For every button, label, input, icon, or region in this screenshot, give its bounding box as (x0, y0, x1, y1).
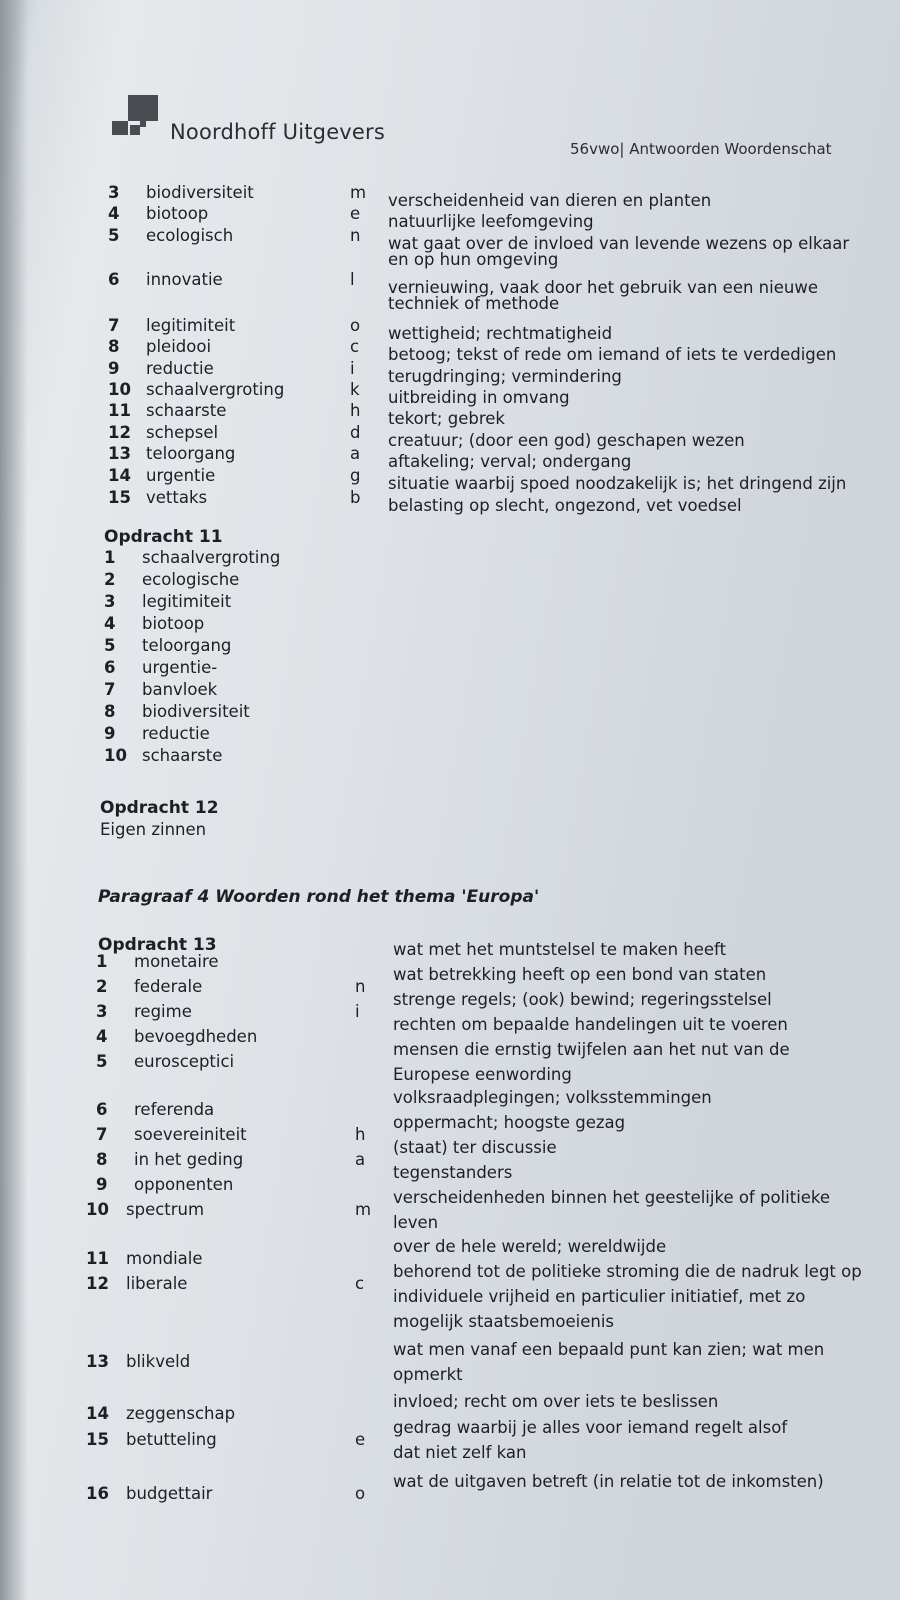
term: schaarste (146, 401, 227, 420)
term: opponenten (134, 1175, 234, 1194)
item-number: 15 (108, 488, 131, 507)
definition: tegenstanders (393, 1163, 513, 1182)
definition: wat de uitgaven betreft (in relatie tot de inkomsten) (393, 1472, 824, 1491)
match-letter: m (350, 183, 367, 202)
term: regime (134, 1002, 192, 1021)
answer-word: biotoop (142, 614, 205, 633)
word-list-row (0, 226, 900, 253)
term-row (0, 1188, 900, 1220)
item-number: 13 (86, 1352, 109, 1371)
match-letter: e (350, 204, 361, 223)
word-list-row (0, 466, 900, 493)
item-number: 10 (86, 1200, 109, 1219)
definition: verscheidenheden binnen het geestelijke of politieke (393, 1188, 831, 1207)
paragraaf-heading: Paragraaf 4 Woorden rond het thema 'Europa' (98, 887, 540, 907)
item-number: 9 (108, 359, 120, 378)
item-number: 1 (104, 548, 116, 567)
term: eurosceptici (134, 1052, 235, 1071)
match-letter: b (350, 488, 361, 507)
item-number: 9 (96, 1175, 108, 1194)
item-number: 11 (86, 1249, 109, 1268)
item-number: 8 (108, 337, 120, 356)
answer-word: schaalvergroting (142, 548, 281, 567)
definition: behorend tot de politieke stroming die de nadruk legt op (393, 1262, 862, 1281)
opdracht-12-text: Eigen zinnen (100, 820, 207, 839)
definition: wat men vanaf een bepaald punt kan zien; wat men (393, 1340, 825, 1359)
definition: belasting op slecht, ongezond, vet voedsel (388, 496, 742, 515)
match-letter: c (350, 337, 360, 356)
item-number: 3 (108, 183, 120, 202)
document-title: 56vwo| Antwoorden Woordenschat (570, 140, 832, 158)
definition: uitbreiding in omvang (388, 388, 570, 407)
item-number: 5 (108, 226, 120, 245)
term: liberale (126, 1274, 188, 1293)
definition: opmerkt (393, 1365, 463, 1384)
definition: vernieuwing, vaak door het gebruik van een nieuwe (388, 278, 818, 297)
item-number: 13 (108, 444, 131, 463)
definition: individuele vrijheid en particulier initiatief, met zo (393, 1287, 806, 1306)
item-number: 16 (86, 1484, 109, 1503)
match-letter: c (355, 1274, 365, 1293)
word-list-row (0, 294, 900, 314)
term: vettaks (146, 488, 208, 507)
item-number: 6 (104, 658, 116, 677)
term: soevereiniteit (134, 1125, 247, 1144)
term: pleidooi (146, 337, 212, 356)
match-letter: d (350, 423, 361, 442)
word-list-row (0, 337, 900, 364)
answer-row (0, 724, 400, 744)
definition: strenge regels; (ook) bewind; regeringsstelsel (393, 990, 772, 1009)
item-number: 8 (96, 1150, 108, 1169)
answer-row (0, 702, 400, 722)
answer-row (0, 658, 400, 678)
definition: wat met het muntstelsel te maken heeft (393, 940, 727, 959)
definition: aftakeling; verval; ondergang (388, 452, 632, 471)
answer-word: ecologische (142, 570, 240, 589)
answer-word: schaarste (142, 746, 223, 765)
item-number: 2 (104, 570, 116, 589)
item-number: 12 (86, 1274, 109, 1293)
definition: creatuur; (door een god) geschapen wezen (388, 431, 745, 450)
term: federale (134, 977, 203, 996)
definition: wat betrekking heeft op een bond van staten (393, 965, 767, 984)
definition: invloed; recht om over iets te beslissen (393, 1392, 719, 1411)
item-number: 3 (104, 592, 116, 611)
term: biodiversiteit (146, 183, 254, 202)
definition: mogelijk staatsbemoeienis (393, 1312, 615, 1331)
definition: natuurlijke leefomgeving (388, 212, 594, 231)
match-letter: o (355, 1484, 366, 1503)
match-letter: n (355, 977, 366, 996)
definition: verscheidenheid van dieren en planten (388, 191, 712, 210)
word-list-row (0, 444, 900, 471)
definition: rechten om bepaalde handelingen uit te voeren (393, 1015, 788, 1034)
item-number: 14 (108, 466, 131, 485)
answer-row (0, 614, 400, 634)
match-letter: g (350, 466, 361, 485)
definition: tekort; gebrek (388, 409, 505, 428)
definition: oppermacht; hoogste gezag (393, 1113, 626, 1132)
item-number: 5 (104, 636, 116, 655)
match-letter: k (350, 380, 360, 399)
item-number: 11 (108, 401, 131, 420)
definition: dat niet zelf kan (393, 1443, 527, 1462)
item-number: 1 (96, 952, 108, 971)
word-list-row (0, 316, 900, 343)
item-number: 15 (86, 1430, 109, 1449)
term: betutteling (126, 1430, 217, 1449)
answer-word: urgentie- (142, 658, 218, 677)
answer-row (0, 746, 400, 766)
term: biotoop (146, 204, 209, 223)
term: zeggenschap (126, 1404, 236, 1423)
item-number: 2 (96, 977, 108, 996)
item-number: 12 (108, 423, 131, 442)
match-letter: e (355, 1430, 366, 1449)
definition: wettigheid; rechtmatigheid (388, 324, 613, 343)
opdracht-12-heading: Opdracht 12 (100, 798, 219, 818)
opdracht-11-heading: Opdracht 11 (104, 527, 223, 547)
definition: Europese eenwording (393, 1065, 572, 1084)
word-list-row (0, 270, 900, 297)
definition: betoog; tekst of rede om iemand of iets te verdedigen (388, 345, 837, 364)
item-number: 5 (96, 1052, 108, 1071)
item-number: 10 (104, 746, 127, 765)
item-number: 9 (104, 724, 116, 743)
item-number: 7 (104, 680, 116, 699)
answer-word: banvloek (142, 680, 218, 699)
word-list-row (0, 380, 900, 407)
item-number: 4 (108, 204, 120, 223)
item-number: 4 (104, 614, 116, 633)
definition: volksraadplegingen; volksstemmingen (393, 1088, 712, 1107)
match-letter: n (350, 226, 361, 245)
definition: terugdringing; vermindering (388, 367, 622, 386)
match-letter: i (355, 1002, 360, 1021)
term: bevoegdheden (134, 1027, 258, 1046)
word-list-row (0, 183, 900, 210)
answer-row (0, 570, 400, 590)
term: blikveld (126, 1352, 191, 1371)
definition: mensen die ernstig twijfelen aan het nut van de (393, 1040, 790, 1059)
answer-row (0, 592, 400, 612)
brand-name: Noordhoff Uitgevers (170, 120, 386, 144)
definition: leven (393, 1213, 439, 1232)
match-letter: a (350, 444, 361, 463)
item-number: 14 (86, 1404, 109, 1423)
word-list-row (0, 488, 900, 515)
definition: situatie waarbij spoed noodzakelijk is; het dringend zijn (388, 474, 847, 493)
word-list-row (0, 423, 900, 450)
term: teloorgang (146, 444, 236, 463)
answer-word: teloorgang (142, 636, 232, 655)
term: urgentie (146, 466, 216, 485)
match-letter: a (355, 1150, 366, 1169)
answer-word: biodiversiteit (142, 702, 250, 721)
item-number: 3 (96, 1002, 108, 1021)
item-number: 4 (96, 1027, 108, 1046)
match-letter: h (355, 1125, 366, 1144)
term: spectrum (126, 1200, 205, 1219)
definition: gedrag waarbij je alles voor iemand regelt alsof (393, 1418, 788, 1437)
word-list-row (0, 401, 900, 428)
answer-row (0, 680, 400, 700)
term-row (0, 1472, 900, 1504)
item-number: 6 (108, 270, 120, 289)
answer-word: legitimiteit (142, 592, 232, 611)
word-list-row (0, 204, 900, 231)
word-list-row (0, 250, 900, 270)
term: schepsel (146, 423, 219, 442)
definition: over de hele wereld; wereldwijde (393, 1237, 667, 1256)
term: innovatie (146, 270, 223, 289)
item-number: 7 (108, 316, 120, 335)
definition: wat gaat over de invloed van levende wezens op elkaar (388, 234, 850, 253)
item-number: 6 (96, 1100, 108, 1119)
noordhoff-logo-icon (112, 95, 162, 147)
word-list-row (0, 359, 900, 386)
term: ecologisch (146, 226, 234, 245)
term: mondiale (126, 1249, 203, 1268)
item-number: 7 (96, 1125, 108, 1144)
answer-row (0, 548, 400, 568)
term: schaalvergroting (146, 380, 285, 399)
answer-word: reductie (142, 724, 210, 743)
match-letter: h (350, 401, 361, 420)
match-letter: o (350, 316, 361, 335)
term: in het geding (134, 1150, 244, 1169)
item-number: 10 (108, 380, 131, 399)
definition: (staat) ter discussie (393, 1138, 557, 1157)
match-letter: m (355, 1200, 372, 1219)
term: monetaire (134, 952, 219, 971)
answer-row (0, 636, 400, 656)
opdracht-13-heading: Opdracht 13 (98, 935, 217, 955)
definition: techniek of methode (388, 294, 560, 313)
definition: en op hun omgeving (388, 250, 559, 269)
term: legitimiteit (146, 316, 236, 335)
item-number: 8 (104, 702, 116, 721)
match-letter: i (350, 359, 355, 378)
term: referenda (134, 1100, 215, 1119)
match-letter: l (350, 270, 355, 289)
term: budgettair (126, 1484, 213, 1503)
term: reductie (146, 359, 214, 378)
